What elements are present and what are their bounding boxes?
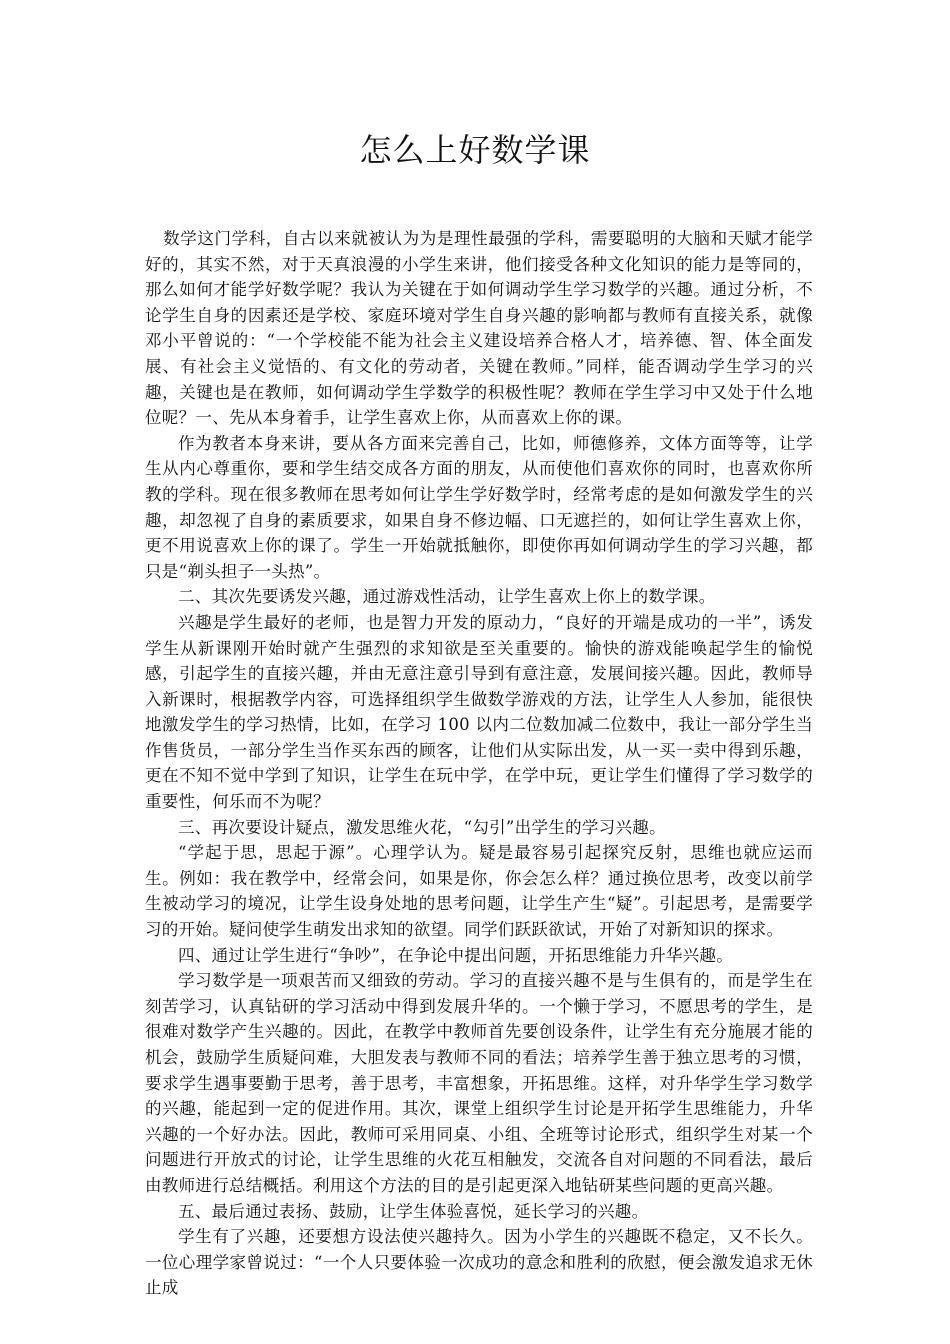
paragraph-intro: 数学这门学科，自古以来就被认为为是理性最强的学科，需要聪明的大脑和天赋才能学好的，其实不然，对于天真浪漫的小学生来讲，他们接受各种文化知识的能力是等同的，那么如何才能学好数学呢？我认为关键在于如何调动学生学习数学的兴趣。通过分析，不论学生自身的因素还是学校、家庭环境对学生自身兴趣的影响都与教师有直接关系，就像邓小平曾说的：“一个学校能不能为社会主义建设培养合格人才，培养德、智、体全面发展、有社会主义觉悟的、有文化的劳动者，关键在教师。”同样，能否调动学生学习的兴趣，关键也是在教师，如何调动学生学数学的积极性呢？教师在学生学习中又处于什么地位呢？一、先从本身着手，让学生喜欢上你，从而喜欢上你的课。: [145, 229, 813, 428]
document-body: [145, 226, 813, 1301]
paragraph-teacher-self: 作为教者本身来讲，要从各方面来完善自己，比如，师德修养，文体方面等等，让学生从内心尊重你，要和学生结交成各方面的朋友，从而使他们喜欢你的同时，也喜欢你所教的学科。现在很多教师在思考如何让学生学好数学时，经常考虑的是如何激发学生的兴趣，却忽视了自身的素质要求，如果自身不修边幅、口无遮拦的，如何让学生喜欢上你，更不用说喜欢上你的课了。学生一开始就抵触你，即使你再如何调动学生的学习兴趣，都只是“剃头担子一头热”。: [145, 433, 813, 581]
paragraph-praise: 学生有了兴趣，还要想方设法使兴趣持久。因为小学生的兴趣既不稳定，又不长久。一位心理学家曾说过：“一个人只要体验一次成功的意念和胜利的欣慰，便会激发追求无休止成: [145, 1227, 813, 1298]
paragraph-games: 兴趣是学生最好的老师，也是智力开发的原动力，“良好的开端是成功的一半”，诱发学生从新课刚开始时就产生强烈的求知欲是至关重要的。愉快的游戏能唤起学生的愉悦感，引起学生的直接兴趣，并由无意注意引导到有意注意，发展间接兴趣。因此，教师导入新课时，根据教学内容，可选择组织学生做数学游戏的方法，让学生人人参加，能很快地激发学生的学习热情，比如，在学习 100 以内二位数加减二位数中，我让一部分学生当作售货员，一部分学生当作买东西的顾客，让他们从实际出发，从一买一卖中得到乐趣，更在不知不觉中学到了知识，让学生在玩中学，在学中玩，更让学生们懂得了学习数学的重要性，何乐而不为呢？: [145, 612, 813, 812]
paragraph-discussion: 学习数学是一项艰苦而又细致的劳动。学习的直接兴趣不是与生俱有的，而是学生在刻苦学习，认真钻研的学习活动中得到发展升华的。一个懒于学习，不愿思考的学生，是很难对数学产生兴趣的。因此，在教学中教师首先要创设条件，让学生有充分施展才能的机会，鼓励学生质疑问难，大胆发表与教师不同的看法；培养学生善于独立思考的习惯，要求学生遇事要勤于思考，善于思考，丰富想象，开拓思维。这样，对升华学生学习数学的兴趣，能起到一定的促进作用。其次，课堂上组织学生讨论是开拓学生思维能力，升华兴趣的一个好办法。因此，教师可采用同桌、小组、全班等讨论形式，组织学生对某一个问题进行开放式的讨论，让学生思维的火花互相触发，交流各自对问题的不同看法，最后由教师进行总结概括。利用这个方法的目的是引起更深入地钻研某些问题的更高兴趣。: [145, 971, 813, 1195]
heading-section-4: 四、通过让学生进行“争吵”，在争论中提出问题，开拓思维能力升华兴趣。: [178, 945, 734, 965]
heading-section-5: 五、最后通过表扬、鼓励，让学生体验喜悦，延长学习的兴趣。: [178, 1201, 649, 1221]
heading-section-3: 三、再次要设计疑点，激发思维火花，“勾引”出学生的学习兴趣。: [178, 817, 666, 837]
paragraph-questions: “学起于思，思起于源”。心理学认为。疑是最容易引起探究反射，思维也就应运而生。例如：我在教学中，经常会问，如果是你，你会怎么样？通过换位思考，改变以前学生被动学习的境况，让学生设身处地的思考问题，让学生产生“疑”。引起思考，是需要学习的开始。疑问使学生萌发出求知的欲望。同学们跃跃欲试，开始了对新知识的探求。: [145, 843, 813, 940]
document-title: 怎么上好数学课: [359, 131, 591, 169]
heading-section-2: 二、其次先要诱发兴趣，通过游戏性活动，让学生喜欢上你上的数学课。: [178, 587, 716, 607]
